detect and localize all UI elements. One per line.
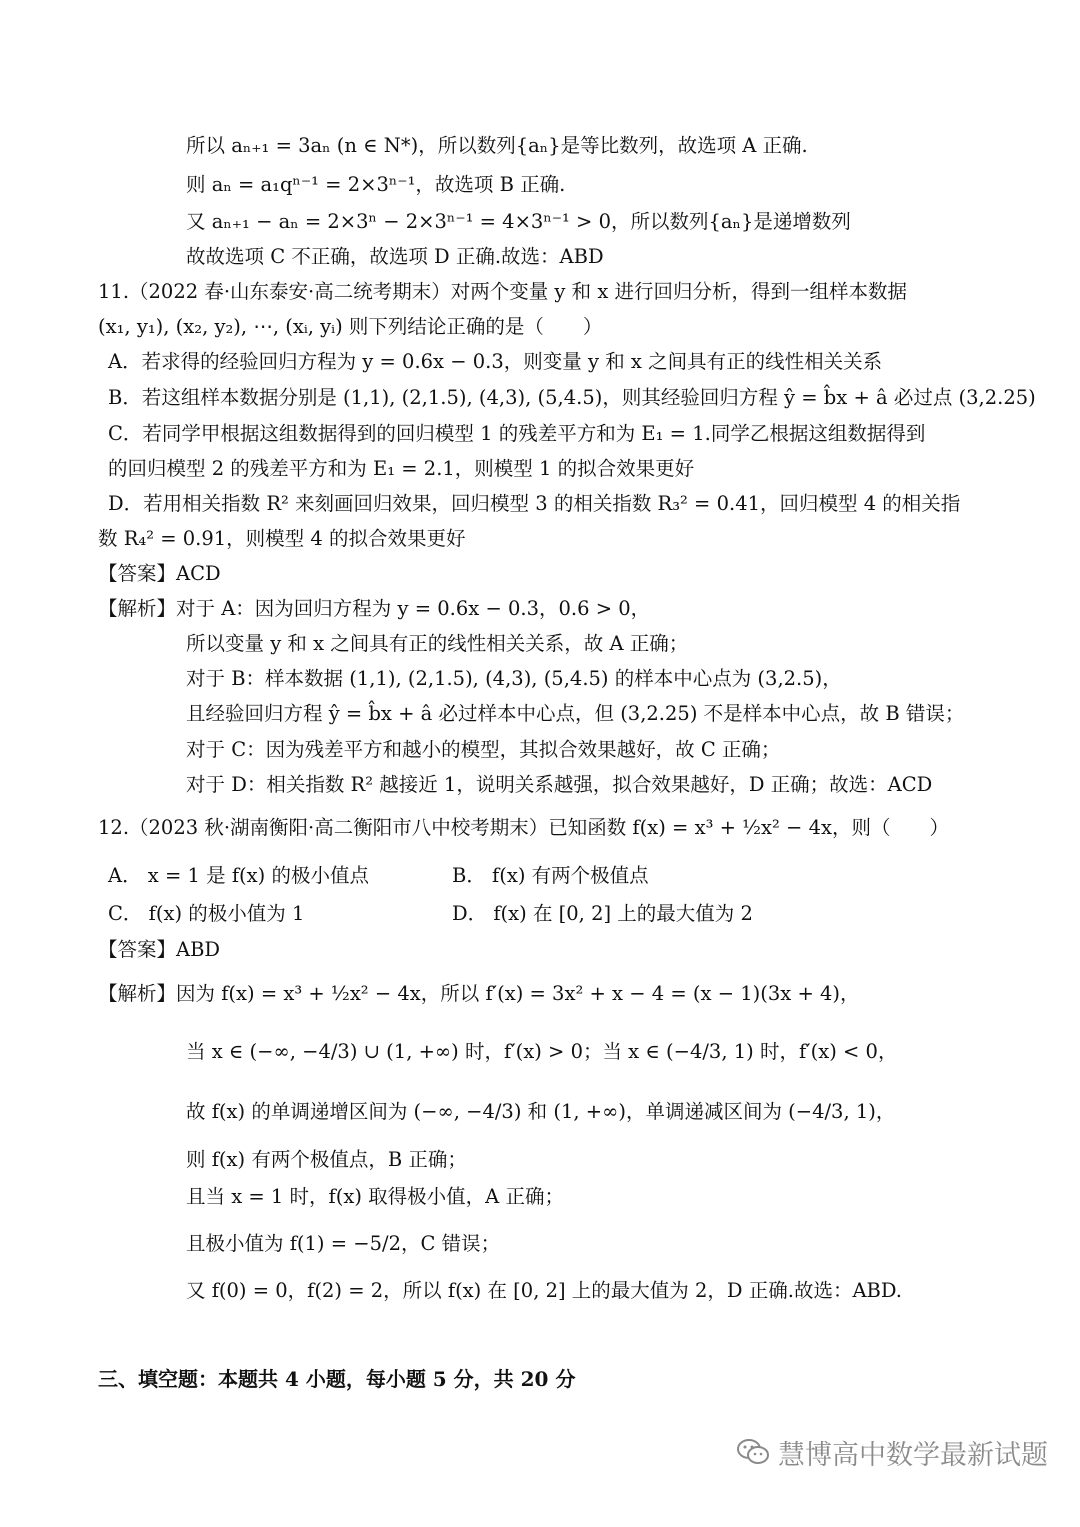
option-d: D．若用相关指数 R² 来刻画回归效果，回归模型 3 的相关指数 R₃² = 0.41，回归模型 4 的相关指 (108, 492, 961, 515)
analysis-line: 且经验回归方程 ŷ = b̂x + â 必过样本中心点，但 (3,2.25) 不是样本中心点，故 B 错误； (186, 702, 965, 725)
option-c: C．若同学甲根据这组数据得到的回归模型 1 的残差平方和为 E₁ = 1.同学乙根据这组数据得到 (108, 422, 926, 445)
solution-line: 所以 aₙ₊₁ = 3aₙ (n ∈ N*)，所以数列{aₙ}是等比数列，故选项 A 正确. (186, 134, 808, 157)
analysis-line: 则 f(x) 有两个极值点，B 正确； (186, 1148, 467, 1171)
analysis-line: 当 x ∈ (−∞, −4/3) ∪ (1, +∞) 时，f′(x) > 0；当 x ∈ (−4/3, 1) 时，f′(x) < 0， (186, 1040, 898, 1063)
option-d-cont: 数 R₄² = 0.91，则模型 4 的拟合效果更好 (98, 527, 466, 550)
analysis-line: 故 f(x) 的单调递增区间为 (−∞, −4/3) 和 (1, +∞)，单调递减区间为 (−4/3, 1)， (186, 1100, 896, 1123)
question-12-stem: 12.（2023 秋·湖南衡阳·高二衡阳市八中校考期末）已知函数 f(x) = x³ + ½x² − 4x，则（ ） (98, 816, 950, 839)
analysis-line: 对于 B：样本数据 (1,1), (2,1.5), (4,3), (5,4.5) 的样本中心点为 (3,2.5)， (186, 667, 842, 690)
option-b: B． f(x) 有两个极值点 (452, 864, 649, 887)
option-c-cont: 的回归模型 2 的残差平方和为 E₁ = 2.1，则模型 1 的拟合效果更好 (108, 457, 695, 480)
solution-line: 则 aₙ = a₁qⁿ⁻¹ = 2×3ⁿ⁻¹，故选项 B 正确. (186, 173, 566, 196)
wechat-icon (736, 1437, 770, 1467)
watermark (736, 1432, 1048, 1472)
analysis-line: 所以变量 y 和 x 之间具有正的线性相关关系，故 A 正确； (186, 632, 689, 655)
solution-line: 故故选项 C 不正确，故选项 D 正确.故选：ABD (186, 245, 604, 268)
option-d: D． f(x) 在 [0, 2] 上的最大值为 2 (452, 902, 753, 925)
answer-label: 【答案】ACD (98, 562, 221, 585)
option-b: B．若这组样本数据分别是 (1,1), (2,1.5), (4,3), (5,4.5)，则其经验回归方程 ŷ = b̂x + â 必过点 (3,2.25) (108, 386, 1036, 409)
analysis-line: 对于 D：相关指数 R² 越接近 1，说明关系越强，拟合效果越好，D 正确；故选：ACD (186, 773, 933, 796)
analysis-line: 且当 x = 1 时，f(x) 取得极小值，A 正确； (186, 1185, 564, 1208)
option-a: A． x = 1 是 f(x) 的极小值点 (108, 864, 369, 887)
solution-line: 又 aₙ₊₁ − aₙ = 2×3ⁿ − 2×3ⁿ⁻¹ = 4×3ⁿ⁻¹ > 0，所以数列{aₙ}是递增数列 (186, 210, 851, 233)
section-heading: 三、填空题：本题共 4 小题，每小题 5 分，共 20 分 (98, 1367, 576, 1391)
option-a: A．若求得的经验回归方程为 y = 0.6x − 0.3，则变量 y 和 x 之间具有正的线性相关关系 (108, 350, 883, 373)
question-11-stem: 11.（2022 春·山东泰安·高二统考期末）对两个变量 y 和 x 进行回归分析，得到一组样本数据 (98, 280, 908, 303)
analysis-line: 且极小值为 f(1) = −5/2，C 错误； (186, 1232, 501, 1255)
answer-label: 【答案】ABD (98, 938, 221, 961)
analysis-line: 对于 C：因为残差平方和越小的模型，其拟合效果越好，故 C 正确； (186, 738, 781, 761)
analysis-line: 又 f(0) = 0，f(2) = 2，所以 f(x) 在 [0, 2] 上的最大值为 2，D 正确.故选：ABD. (186, 1279, 902, 1302)
option-c: C． f(x) 的极小值为 1 (108, 902, 305, 925)
question-11-stem: (x₁, y₁), (x₂, y₂), ⋯, (xᵢ, yᵢ) 则下列结论正确的是（ ） (98, 315, 603, 338)
watermark-text: 慧博高中数学最新试题 (778, 1439, 1048, 1471)
analysis-line: 【解析】因为 f(x) = x³ + ½x² − 4x，所以 f′(x) = 3x² + x − 4 = (x − 1)(3x + 4)， (98, 982, 860, 1005)
analysis-line: 【解析】对于 A：因为回归方程为 y = 0.6x − 0.3，0.6 > 0， (98, 597, 651, 620)
